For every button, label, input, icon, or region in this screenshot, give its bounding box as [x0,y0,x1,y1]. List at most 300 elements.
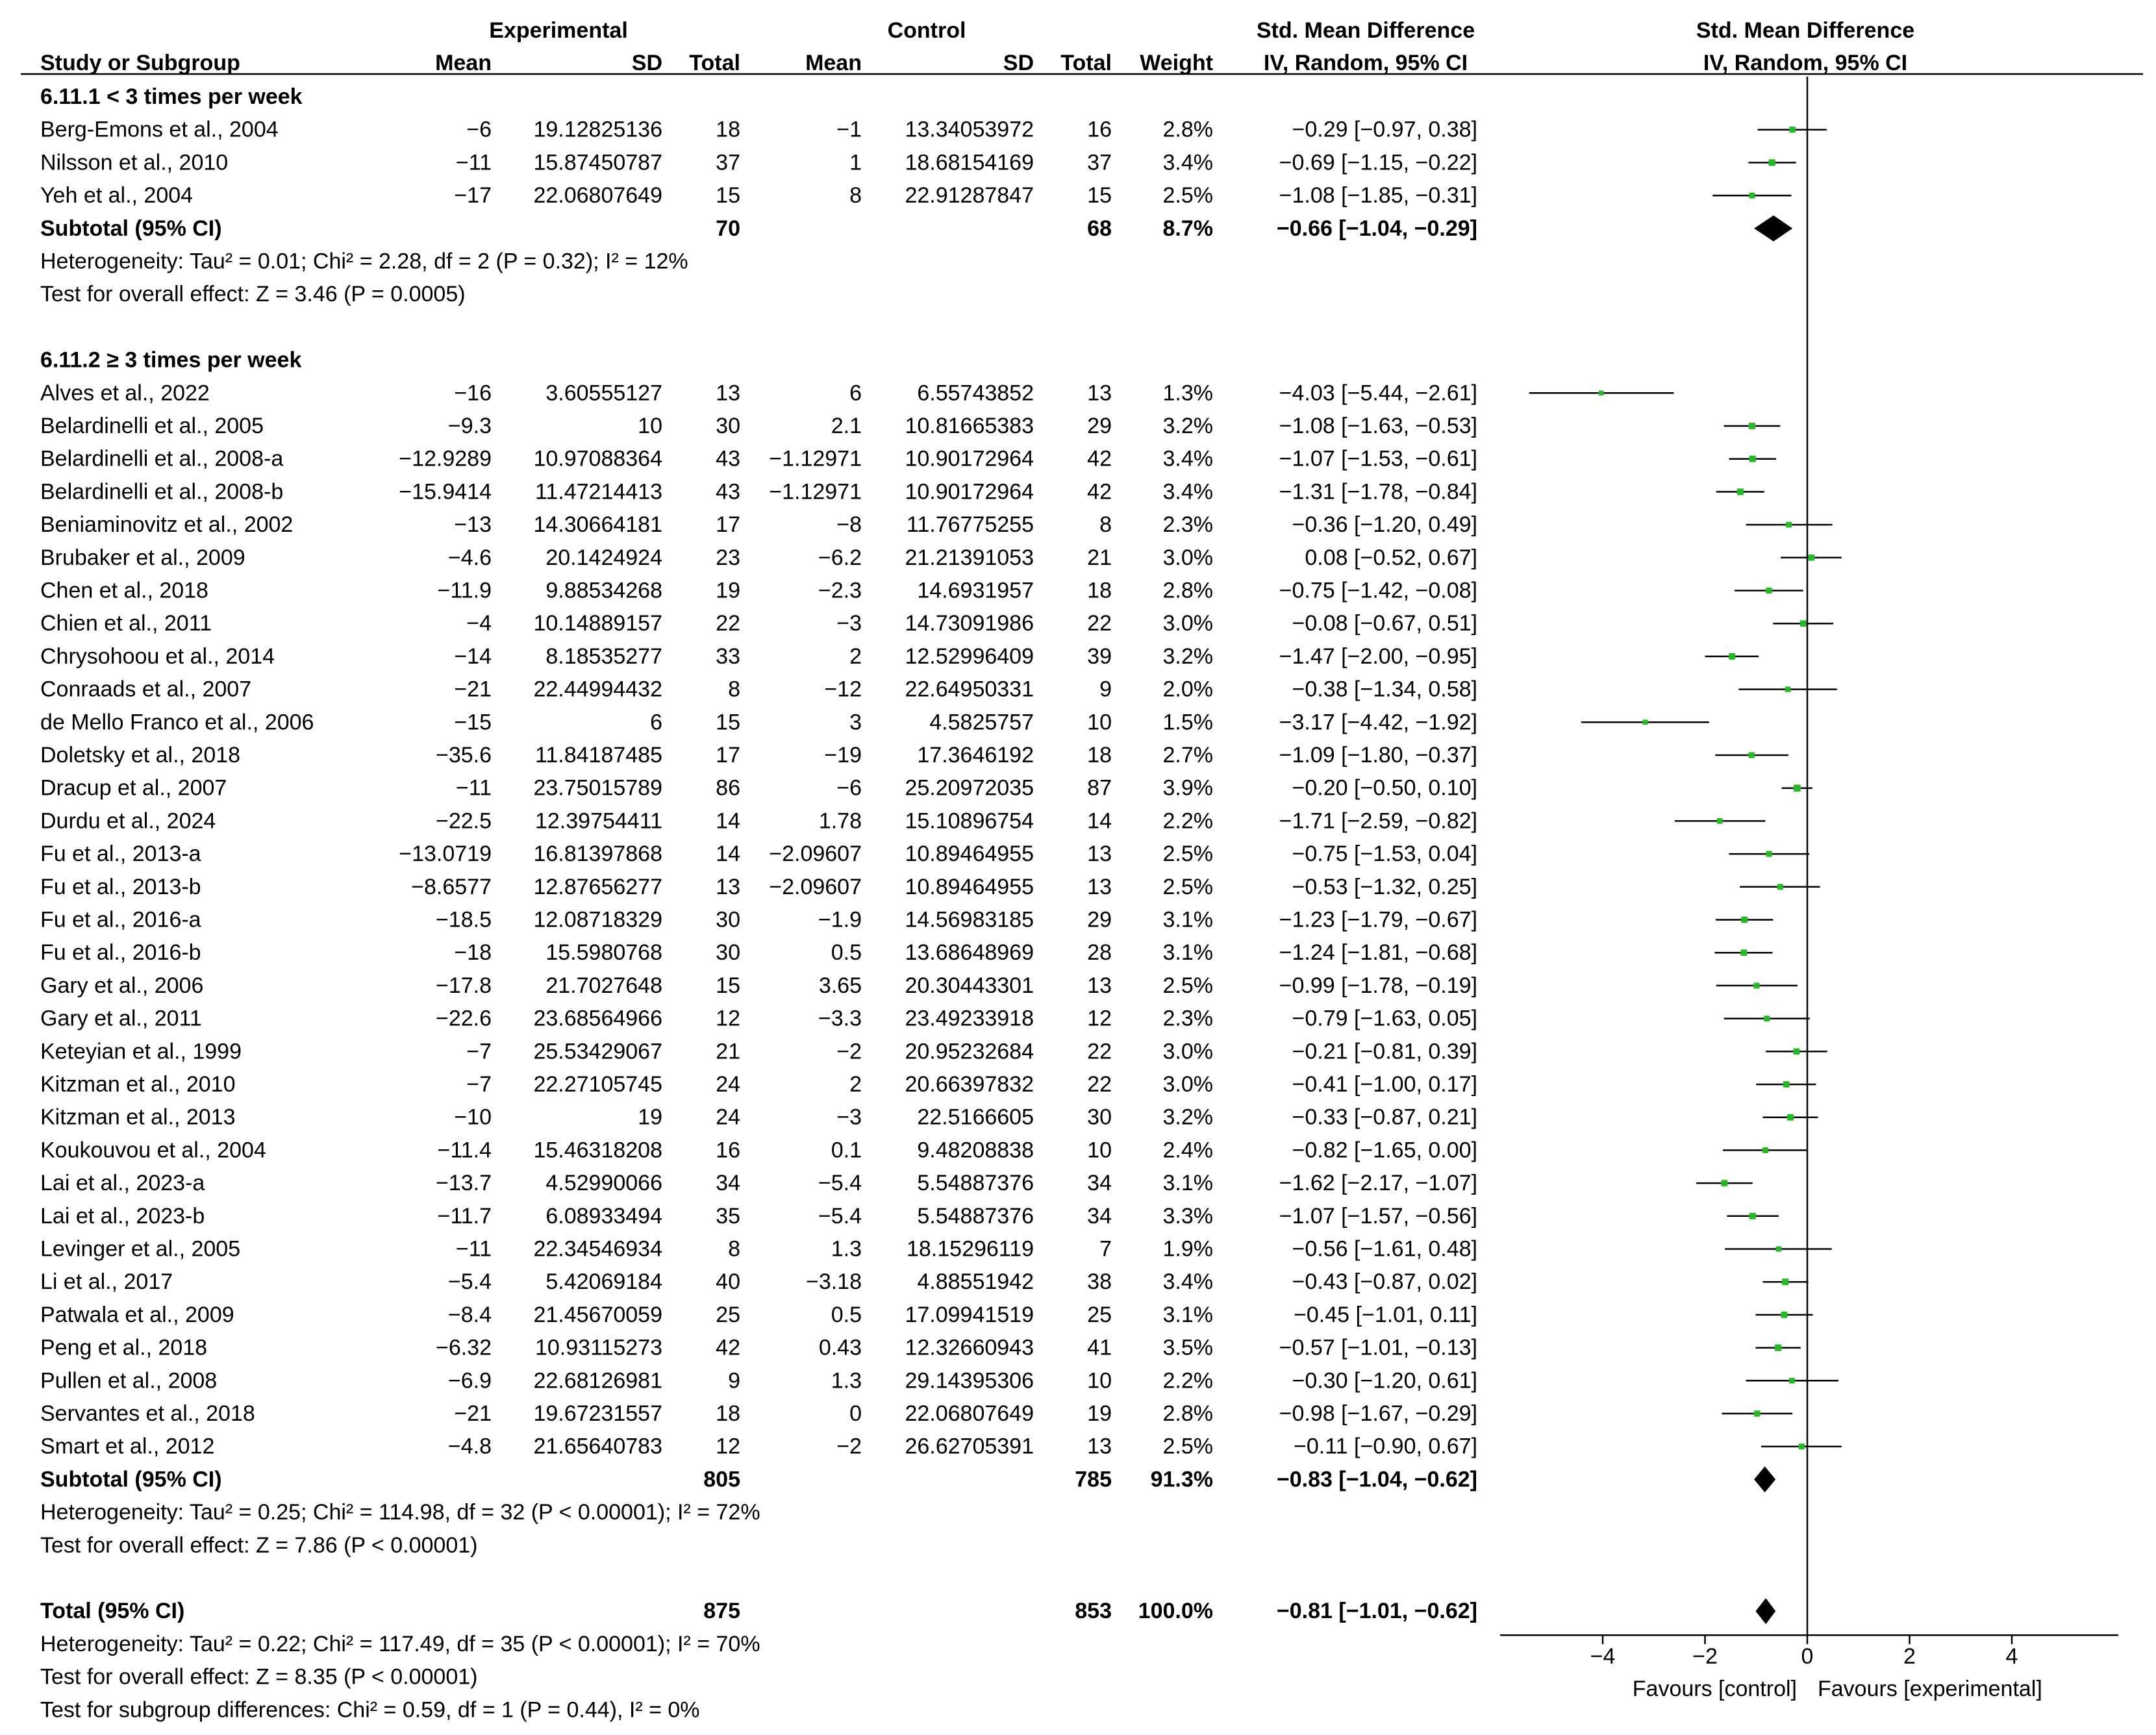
group-experimental-header: Experimental [489,18,628,43]
effect-point [1786,522,1792,528]
ctl-sd: 17.3646192 [917,743,1034,768]
exp-sd: 12.39754411 [534,808,662,834]
study-ci: −0.53 [−1.32, 0.25] [1292,874,1477,899]
effect-point [1775,1345,1781,1351]
effect-point [1776,1246,1781,1251]
study-weight: 2.8% [1162,1401,1213,1426]
ctl-sd: 20.95232684 [905,1039,1034,1064]
exp-mean: −6.32 [435,1335,492,1360]
exp-total: 13 [716,874,740,899]
effect-point [1599,391,1604,396]
study-name: Belardinelli et al., 2005 [40,414,264,438]
study-weight: 3.9% [1162,775,1213,801]
study-weight: 2.3% [1162,1006,1213,1031]
exp-total: 37 [716,150,740,175]
total-row [40,1599,1477,1623]
summary-label: Subtotal (95% CI) [40,216,222,241]
exp-total: 15 [716,973,740,998]
col-exp-total-header: Total [689,51,740,75]
effect-point [1789,1378,1795,1384]
exp-mean: −6.9 [447,1368,492,1393]
exp-mean: −18.5 [435,907,492,932]
study-weight: 2.5% [1162,842,1213,867]
exp-sd: 14.30664181 [533,512,662,538]
exp-mean: −17 [454,183,492,208]
study-weight: 3.1% [1162,907,1213,932]
overall-effect-text: Test for overall effect: Z = 7.86 (P < 0.00001) [40,1532,478,1558]
study-weight: 2.2% [1162,1368,1213,1393]
study-name: Lai et al., 2023-a [40,1171,205,1196]
exp-mean: −7 [466,1039,492,1064]
exp-sd: 22.34546934 [533,1236,662,1262]
study-ci: −0.30 [−1.20, 0.61] [1292,1368,1477,1393]
study-weight: 2.8% [1162,578,1213,603]
study-ci: −0.43 [−0.87, 0.02] [1292,1269,1477,1295]
summary-label: Subtotal (95% CI) [40,1467,222,1492]
table-row [40,512,1477,537]
ctl-sd: 22.06807649 [905,1401,1034,1426]
exp-mean: −4.8 [447,1434,492,1459]
effect-point [1749,423,1755,429]
study-name: Gary et al., 2006 [40,973,204,998]
study-weight: 1.3% [1162,381,1213,406]
overall-effect-text: Test for overall effect: Z = 3.46 (P = 0.0005) [40,282,466,307]
effect-point [1766,588,1772,593]
ctl-mean: 0.1 [831,1138,862,1163]
ctl-total: 16 [1087,117,1112,142]
summary-label: Total (95% CI) [40,1599,185,1624]
effect-point [1785,686,1790,692]
exp-mean: −17.8 [435,973,492,998]
ctl-mean: 1.78 [818,808,862,834]
ctl-total: 12 [1087,1006,1112,1031]
table-row [40,1138,1477,1162]
exp-mean: −16 [454,381,492,406]
exp-mean: −22.6 [435,1006,492,1031]
summary-weight: 8.7% [1162,216,1213,241]
ctl-mean: 0.5 [831,940,862,966]
exp-total: 8 [728,1236,740,1262]
table-row [40,479,1477,504]
ctl-mean: −6 [836,775,862,801]
ctl-mean: 2.1 [831,414,862,438]
ctl-sd: 4.88551942 [917,1269,1034,1295]
study-name: Dracup et al., 2007 [40,775,227,801]
study-name: Koukouvou et al., 2004 [40,1138,266,1163]
ctl-mean: −1.9 [818,907,862,932]
study-name: Belardinelli et al., 2008-a [40,446,284,471]
table-row [40,545,1477,570]
study-ci: −1.24 [−1.81, −0.68] [1279,940,1477,966]
ctl-total: 7 [1099,1236,1112,1262]
col-exp-sd-header: SD [631,51,662,75]
axis-tick-label: 0 [1801,1644,1814,1669]
exp-mean: −14 [454,643,492,669]
table-row [40,1171,1477,1195]
summary-ctl-total: 68 [1087,216,1112,241]
study-weight: 2.5% [1162,183,1213,208]
ctl-sd: 5.54887376 [917,1171,1034,1196]
study-name: Yeh et al., 2004 [40,183,194,208]
exp-sd: 11.84187485 [534,743,662,768]
axis-tick-label: −2 [1692,1644,1718,1669]
ctl-mean: 1.3 [831,1236,862,1262]
table-row [40,579,1477,603]
table-row [40,1368,1477,1393]
ctl-sd: 14.73091986 [905,611,1034,636]
effect-point [1642,719,1648,725]
ctl-mean: −2.09607 [769,874,862,899]
study-ci: −0.75 [−1.53, 0.04] [1292,842,1477,867]
exp-sd: 5.42069184 [545,1269,662,1295]
study-ci: 0.08 [−0.52, 0.67] [1305,545,1477,570]
study-ci: −1.62 [−2.17, −1.07] [1279,1171,1477,1196]
ctl-sd: 14.56983185 [905,907,1034,932]
table-row [40,808,1477,833]
study-name: de Mello Franco et al., 2006 [40,710,314,735]
exp-sd: 23.68564966 [533,1006,662,1031]
effect-point [1787,1114,1794,1121]
exp-total: 43 [716,446,740,471]
study-name: Gary et al., 2011 [40,1006,202,1031]
exp-mean: −35.6 [435,743,492,768]
ctl-sd: 29.14395306 [905,1368,1034,1393]
exp-mean: −15.9414 [399,479,492,505]
study-ci: −0.29 [−0.97, 0.38] [1292,117,1477,142]
study-weight: 2.5% [1162,973,1213,998]
exp-sd: 19 [638,1105,662,1130]
exp-mean: −11 [455,150,492,175]
exp-total: 30 [716,940,740,966]
ctl-mean: −3 [836,611,862,636]
ctl-mean: 0.5 [831,1302,862,1327]
ctl-sd: 10.90172964 [905,479,1034,505]
table-row [40,973,1477,998]
study-name: Smart et al., 2012 [40,1434,215,1459]
study-name: Doletsky et al., 2018 [40,743,241,768]
table-row [40,447,1477,471]
exp-mean: −7 [466,1072,492,1097]
study-ci: −0.08 [−0.67, 0.51] [1292,611,1477,636]
ctl-sd: 6.55743852 [917,381,1034,406]
exp-total: 86 [716,775,740,801]
study-ci: −1.23 [−1.79, −0.67] [1279,907,1477,932]
col-ctl-mean-header: Mean [805,51,862,75]
ctl-total: 10 [1087,710,1112,735]
effect-point [1794,1049,1800,1055]
study-name: Nilsson et al., 2010 [40,150,229,175]
ctl-total: 13 [1087,874,1112,899]
study-ci: −0.82 [−1.65, 0.00] [1292,1138,1477,1163]
study-ci: −0.99 [−1.78, −0.19] [1279,973,1477,998]
study-name: Conraads et al., 2007 [40,677,252,702]
exp-total: 25 [716,1302,740,1327]
study-ci: −1.71 [−2.59, −0.82] [1279,808,1477,834]
study-weight: 3.2% [1162,414,1213,438]
study-ci: −0.45 [−1.01, 0.11] [1294,1302,1477,1327]
study-weight: 3.4% [1162,479,1213,505]
col-ctl-sd-header: SD [1003,51,1034,75]
exp-mean: −4.6 [447,545,492,570]
study-weight: 3.0% [1162,545,1213,570]
ctl-sd: 4.5825757 [929,710,1034,735]
study-weight: 3.0% [1162,611,1213,636]
col-weight-header: Weight [1140,51,1213,75]
col-ctl-total-header: Total [1060,51,1112,75]
smd-plot-header-sub: IV, Random, 95% CI [1703,51,1908,75]
exp-sd: 20.1424924 [545,545,662,570]
table-row [40,940,1477,965]
ctl-sd: 21.21391053 [905,545,1034,570]
study-ci: −0.79 [−1.63, 0.05] [1292,1006,1477,1031]
exp-total: 14 [716,808,740,834]
ctl-sd: 9.48208838 [917,1138,1034,1163]
table-row [40,776,1477,801]
ctl-total: 10 [1087,1368,1112,1393]
study-name: Fu et al., 2016-b [40,940,201,966]
ctl-total: 38 [1087,1269,1112,1295]
summary-ctl-total: 853 [1075,1599,1112,1624]
exp-sd: 9.88534268 [545,578,662,603]
subgroup-title: 6.11.2 ≥ 3 times per week [40,347,302,373]
summary-ci: −0.66 [−1.04, −0.29] [1276,216,1477,241]
study-name: Levinger et al., 2005 [40,1236,241,1262]
study-ci: −1.47 [−2.00, −0.95] [1279,643,1477,669]
study-ci: −0.21 [−0.81, 0.39] [1292,1039,1477,1064]
study-name: Chien et al., 2011 [40,611,212,636]
ctl-sd: 5.54887376 [917,1203,1034,1229]
exp-mean: −10 [454,1105,492,1130]
smd-table-header-sub: IV, Random, 95% CI [1263,51,1468,75]
ctl-mean: −2.09607 [769,842,862,867]
exp-total: 17 [716,743,740,768]
exp-total: 9 [728,1368,740,1393]
study-weight: 2.5% [1162,874,1213,899]
total-diamond [1755,1598,1775,1624]
exp-sd: 12.87656277 [533,874,662,899]
effect-point [1740,949,1747,956]
axis-tick-label: 2 [1903,1644,1916,1669]
summary-weight: 91.3% [1150,1467,1213,1492]
exp-mean: −5.4 [447,1269,492,1295]
study-name: Keteyian et al., 1999 [40,1039,242,1064]
exp-total: 13 [716,381,740,406]
ctl-mean: −1.12971 [769,479,862,505]
table-row [40,1269,1477,1294]
exp-mean: −12.9289 [399,446,492,471]
subtotal-row [40,216,1477,241]
effect-point [1737,488,1744,495]
subtotal-diamond [1754,1466,1775,1492]
exp-mean: −22.5 [435,808,492,834]
ctl-sd: 13.68648969 [905,940,1034,966]
study-ci: −1.08 [−1.63, −0.53] [1279,414,1477,438]
study-weight: 1.9% [1162,1236,1213,1262]
exp-sd: 12.08718329 [533,907,662,932]
exp-total: 33 [716,643,740,669]
exp-total: 8 [728,677,740,702]
exp-mean: −11 [455,775,492,801]
col-exp-mean-header: Mean [435,51,492,75]
table-row [40,611,1477,636]
study-name: Brubaker et al., 2009 [40,545,245,570]
study-name: Fu et al., 2013-a [40,842,201,867]
exp-total: 19 [716,578,740,603]
effect-point [1749,752,1755,758]
ctl-mean: −3.18 [805,1269,862,1295]
ctl-sd: 10.90172964 [905,446,1034,471]
exp-sd: 21.7027648 [545,973,662,998]
table-row [40,677,1477,702]
group-control-header: Control [887,18,966,43]
effect-point [1766,851,1772,857]
study-weight: 3.1% [1162,1302,1213,1327]
exp-sd: 6 [650,710,662,735]
exp-mean: −6 [466,117,492,142]
exp-sd: 22.27105745 [533,1072,662,1097]
exp-total: 18 [716,1401,740,1426]
table-row [40,743,1477,768]
study-name: Patwala et al., 2009 [40,1302,234,1327]
exp-mean: −18 [454,940,492,966]
ctl-total: 13 [1087,1434,1112,1459]
ctl-mean: −1 [836,117,862,142]
table-row [40,875,1477,899]
subgroup-title: 6.11.1 < 3 times per week [40,84,303,109]
table-row [40,381,1477,405]
study-ci: −0.11 [−0.90, 0.67] [1294,1434,1477,1459]
exp-total: 18 [716,117,740,142]
exp-total: 40 [716,1269,740,1295]
study-weight: 3.0% [1162,1072,1213,1097]
summary-ci: −0.81 [−1.01, −0.62] [1276,1599,1477,1624]
ctl-sd: 22.91287847 [905,183,1034,208]
exp-mean: −4 [466,611,492,636]
ctl-total: 8 [1099,512,1112,538]
ctl-mean: 2 [849,643,862,669]
exp-sd: 22.06807649 [533,183,662,208]
table-row [40,1303,1477,1327]
study-ci: −0.41 [−1.00, 0.17] [1292,1072,1477,1097]
study-ci: −0.69 [−1.15, −0.22] [1279,150,1477,175]
ctl-total: 14 [1087,808,1112,834]
effect-point [1769,159,1775,166]
effect-point [1777,884,1783,890]
study-name: Servantes et al., 2018 [40,1401,255,1426]
exp-sd: 8.18535277 [545,643,662,669]
study-name: Fu et al., 2016-a [40,907,201,932]
study-ci: −1.09 [−1.80, −0.37] [1279,743,1477,768]
ctl-mean: −19 [824,743,862,768]
footer-stat: Heterogeneity: Tau² = 0.22; Chi² = 117.49, df = 35 (P < 0.00001); I² = 70% [40,1631,760,1656]
effect-point [1781,1312,1788,1318]
exp-total: 15 [716,183,740,208]
effect-point [1809,555,1815,561]
ctl-total: 37 [1087,150,1112,175]
study-weight: 3.2% [1162,643,1213,669]
footer-stat: Test for overall effect: Z = 8.35 (P < 0.00001) [40,1664,478,1690]
exp-sd: 16.81397868 [533,842,662,867]
ctl-sd: 20.30443301 [905,973,1034,998]
study-name: Chrysohoou et al., 2014 [40,643,275,669]
exp-sd: 19.12825136 [533,117,662,142]
exp-total: 24 [716,1072,740,1097]
ctl-mean: 6 [849,381,862,406]
exp-total: 16 [716,1138,740,1163]
ctl-mean: 1 [849,150,862,175]
study-weight: 2.2% [1162,808,1213,834]
ctl-total: 25 [1087,1302,1112,1327]
study-weight: 1.5% [1162,710,1213,735]
summary-weight: 100.0% [1138,1599,1213,1624]
effect-point [1754,982,1760,988]
exp-mean: −13.7 [435,1171,492,1196]
effect-point [1762,1147,1768,1153]
ctl-mean: −3 [836,1105,862,1130]
exp-sd: 21.65640783 [533,1434,662,1459]
table-row [40,414,1477,438]
ctl-mean: −3.3 [818,1006,862,1031]
effect-point [1749,193,1755,199]
ctl-sd: 25.20972035 [905,775,1034,801]
exp-mean: −11.4 [437,1138,492,1163]
exp-total: 43 [716,479,740,505]
table-row [40,1105,1477,1130]
table-row [40,1401,1477,1426]
ctl-mean: −12 [824,677,862,702]
exp-total: 14 [716,842,740,867]
table-row [40,1336,1477,1360]
exp-sd: 25.53429067 [533,1039,662,1064]
ctl-sd: 10.81665383 [905,414,1034,438]
exp-mean: −11 [455,1236,492,1262]
ctl-total: 9 [1099,677,1112,702]
study-ci: −0.98 [−1.67, −0.29] [1279,1401,1477,1426]
effect-point [1741,917,1748,923]
table-row [40,710,1477,734]
ctl-total: 18 [1087,743,1112,768]
exp-total: 12 [716,1006,740,1031]
axis-tick-label: 4 [2005,1644,2018,1669]
study-ci: −0.38 [−1.34, 0.58] [1292,677,1477,702]
study-name: Kitzman et al., 2010 [40,1072,236,1097]
ctl-total: 13 [1087,973,1112,998]
study-weight: 2.8% [1162,117,1213,142]
study-name: Pullen et al., 2008 [40,1368,218,1393]
summary-exp-total: 875 [703,1599,740,1624]
ctl-sd: 22.64950331 [905,677,1034,702]
ctl-total: 34 [1087,1203,1112,1229]
ctl-total: 22 [1087,1072,1112,1097]
ctl-total: 22 [1087,1039,1112,1064]
table-row [40,1039,1477,1064]
summary-exp-total: 805 [703,1467,740,1492]
effect-point [1789,127,1795,132]
exp-mean: −21 [454,677,492,702]
exp-sd: 10.14889157 [533,611,662,636]
exp-sd: 15.46318208 [533,1138,662,1163]
effect-point [1794,784,1801,792]
study-ci: −1.08 [−1.85, −0.31] [1279,183,1477,208]
exp-sd: 22.68126981 [533,1368,662,1393]
study-name: Berg-Emons et al., 2004 [40,117,279,142]
study-name: Kitzman et al., 2013 [40,1105,236,1130]
ctl-total: 34 [1087,1171,1112,1196]
study-ci: −0.56 [−1.61, 0.48] [1292,1236,1477,1262]
exp-mean: −8.6577 [411,874,492,899]
study-ci: −1.31 [−1.78, −0.84] [1279,479,1477,505]
ctl-total: 41 [1087,1335,1112,1360]
